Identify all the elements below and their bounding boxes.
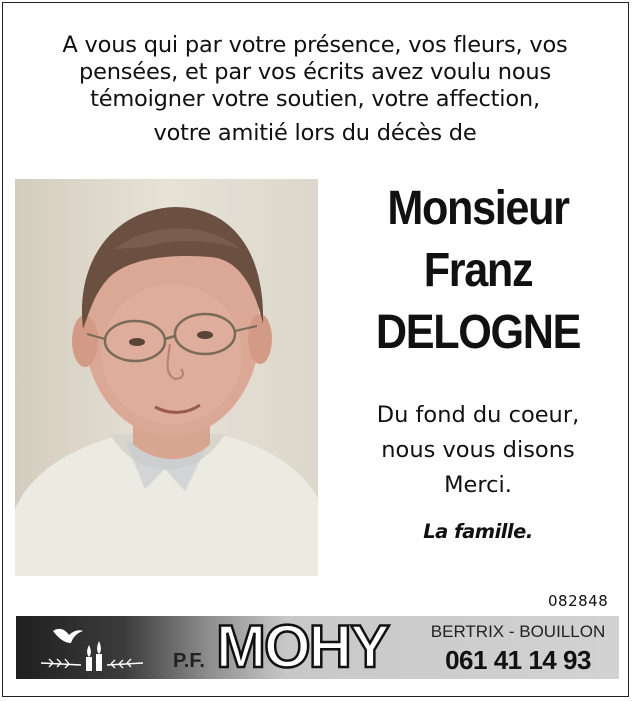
portrait-photo bbox=[15, 179, 318, 576]
dove-candle-icon bbox=[31, 621, 151, 677]
reference-number: 082848 bbox=[548, 592, 609, 610]
thanks-line-1: Du fond du coeur, bbox=[376, 402, 580, 428]
funeral-home-banner bbox=[16, 613, 619, 680]
deceased-first-name: Franz bbox=[423, 244, 533, 297]
thanks-line-3: Merci. bbox=[444, 472, 512, 498]
portrait-illustration bbox=[15, 179, 318, 576]
thanks-line-2: nous vous disons bbox=[381, 437, 575, 463]
intro-line-2: pensées, et par vos écrits avez voulu nous bbox=[79, 59, 551, 85]
deceased-name bbox=[352, 178, 604, 364]
deceased-title: Monsieur bbox=[387, 182, 569, 235]
intro-line-1: A vous qui par votre présence, vos fleurs, vos bbox=[62, 32, 568, 58]
intro-text bbox=[20, 32, 610, 147]
intro-line-4: votre amitié lors du décès de bbox=[153, 120, 477, 146]
funeral-home-name: MOHY bbox=[216, 613, 388, 680]
funeral-home-prefix: P.F. bbox=[173, 650, 205, 672]
family-signature: La famille. bbox=[423, 520, 533, 543]
deceased-last-name: DELOGNE bbox=[375, 306, 581, 359]
funeral-home-phone: 061 41 14 93 bbox=[445, 645, 591, 675]
intro-line-3: témoigner votre soutien, votre affection, bbox=[90, 86, 540, 112]
thanks-text bbox=[338, 398, 618, 503]
funeral-home-location: BERTRIX - BOUILLON bbox=[430, 622, 606, 641]
